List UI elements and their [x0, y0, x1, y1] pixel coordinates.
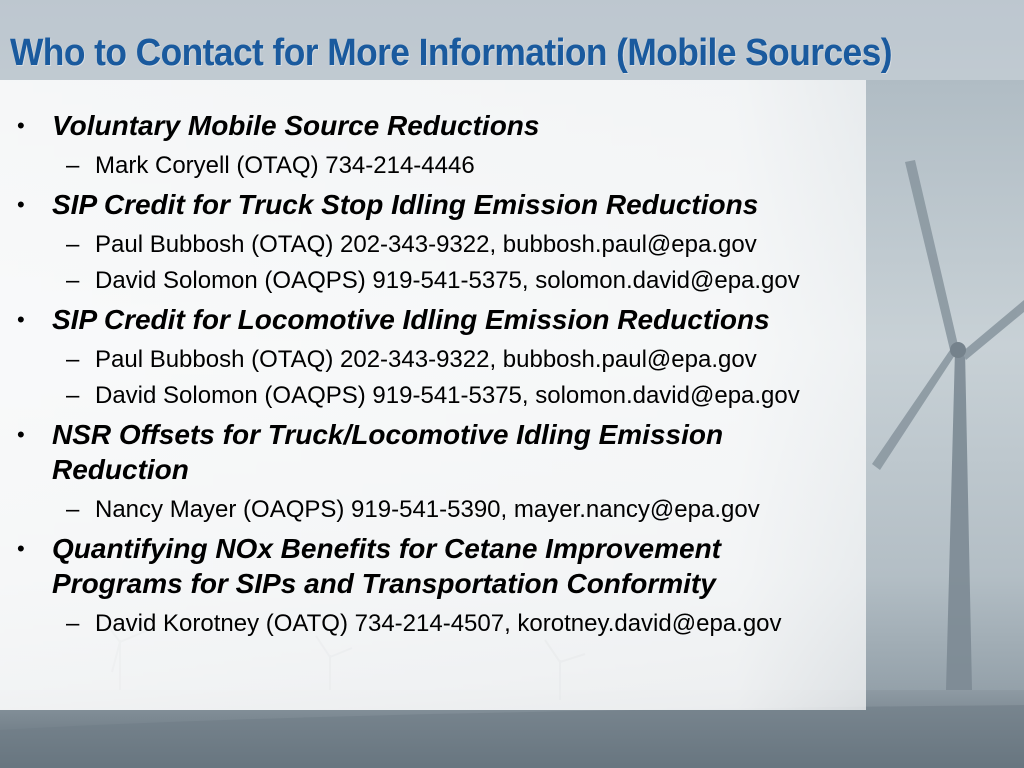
list-item: [0, 531, 1000, 642]
dash-icon: –: [66, 610, 80, 637]
contact-line: [0, 378, 1000, 414]
dash-icon: –: [66, 496, 80, 523]
contact-text: Mark Coryell (OTAQ) 734-214-4446: [95, 152, 475, 179]
bullet-heading: [0, 302, 1000, 337]
contact-line: [0, 148, 1000, 184]
contact-text: David Solomon (OAQPS) 919-541-5375, solomon.david@epa.gov: [95, 267, 800, 294]
heading-text-line-2: Programs for SIPs and Transportation Conformity: [52, 568, 716, 599]
slide-title: Who to Contact for More Information (Mobile Sources): [10, 32, 892, 74]
bullet-icon: •: [17, 113, 25, 138]
contact-line: [0, 606, 1000, 642]
bullet-heading: [0, 187, 1000, 222]
list-item: [0, 187, 1000, 299]
heading-text-line-2: Reduction: [52, 454, 189, 485]
bullet-icon: •: [17, 192, 25, 217]
list-item: [0, 302, 1000, 414]
contact-text: Paul Bubbosh (OTAQ) 202-343-9322, bubbosh.paul@epa.gov: [95, 346, 757, 373]
dash-icon: –: [66, 346, 80, 373]
contact-line: [0, 227, 1000, 263]
contact-line: [0, 342, 1000, 378]
list-item: [0, 108, 1000, 184]
bullet-heading: [0, 531, 1000, 601]
list-item: [0, 417, 1000, 528]
dash-icon: –: [66, 267, 80, 294]
bullet-icon: •: [17, 422, 25, 447]
bullet-icon: •: [17, 536, 25, 561]
contact-text: Nancy Mayer (OAQPS) 919-541-5390, mayer.nancy@epa.gov: [95, 496, 760, 523]
dash-icon: –: [66, 152, 80, 179]
contact-text: David Solomon (OAQPS) 919-541-5375, solomon.david@epa.gov: [95, 382, 800, 409]
contact-text: Paul Bubbosh (OTAQ) 202-343-9322, bubbosh.paul@epa.gov: [95, 231, 757, 258]
dash-icon: –: [66, 231, 80, 258]
heading-text-line-1: Quantifying NOx Benefits for Cetane Improvement: [52, 533, 721, 564]
bullet-heading: [0, 417, 1000, 487]
heading-text: SIP Credit for Truck Stop Idling Emission Reductions: [52, 189, 759, 220]
heading-text: Voluntary Mobile Source Reductions: [52, 110, 540, 141]
dash-icon: –: [66, 382, 80, 409]
heading-text-line-1: NSR Offsets for Truck/Locomotive Idling Emission: [52, 419, 724, 450]
contact-line: [0, 263, 1000, 299]
heading-text: SIP Credit for Locomotive Idling Emission Reductions: [52, 304, 770, 335]
bullet-heading: [0, 108, 1000, 143]
contact-line: [0, 492, 1000, 528]
contact-list: [0, 108, 1000, 645]
bullet-icon: •: [17, 307, 25, 332]
contact-text: David Korotney (OATQ) 734-214-4507, korotney.david@epa.gov: [95, 610, 782, 637]
